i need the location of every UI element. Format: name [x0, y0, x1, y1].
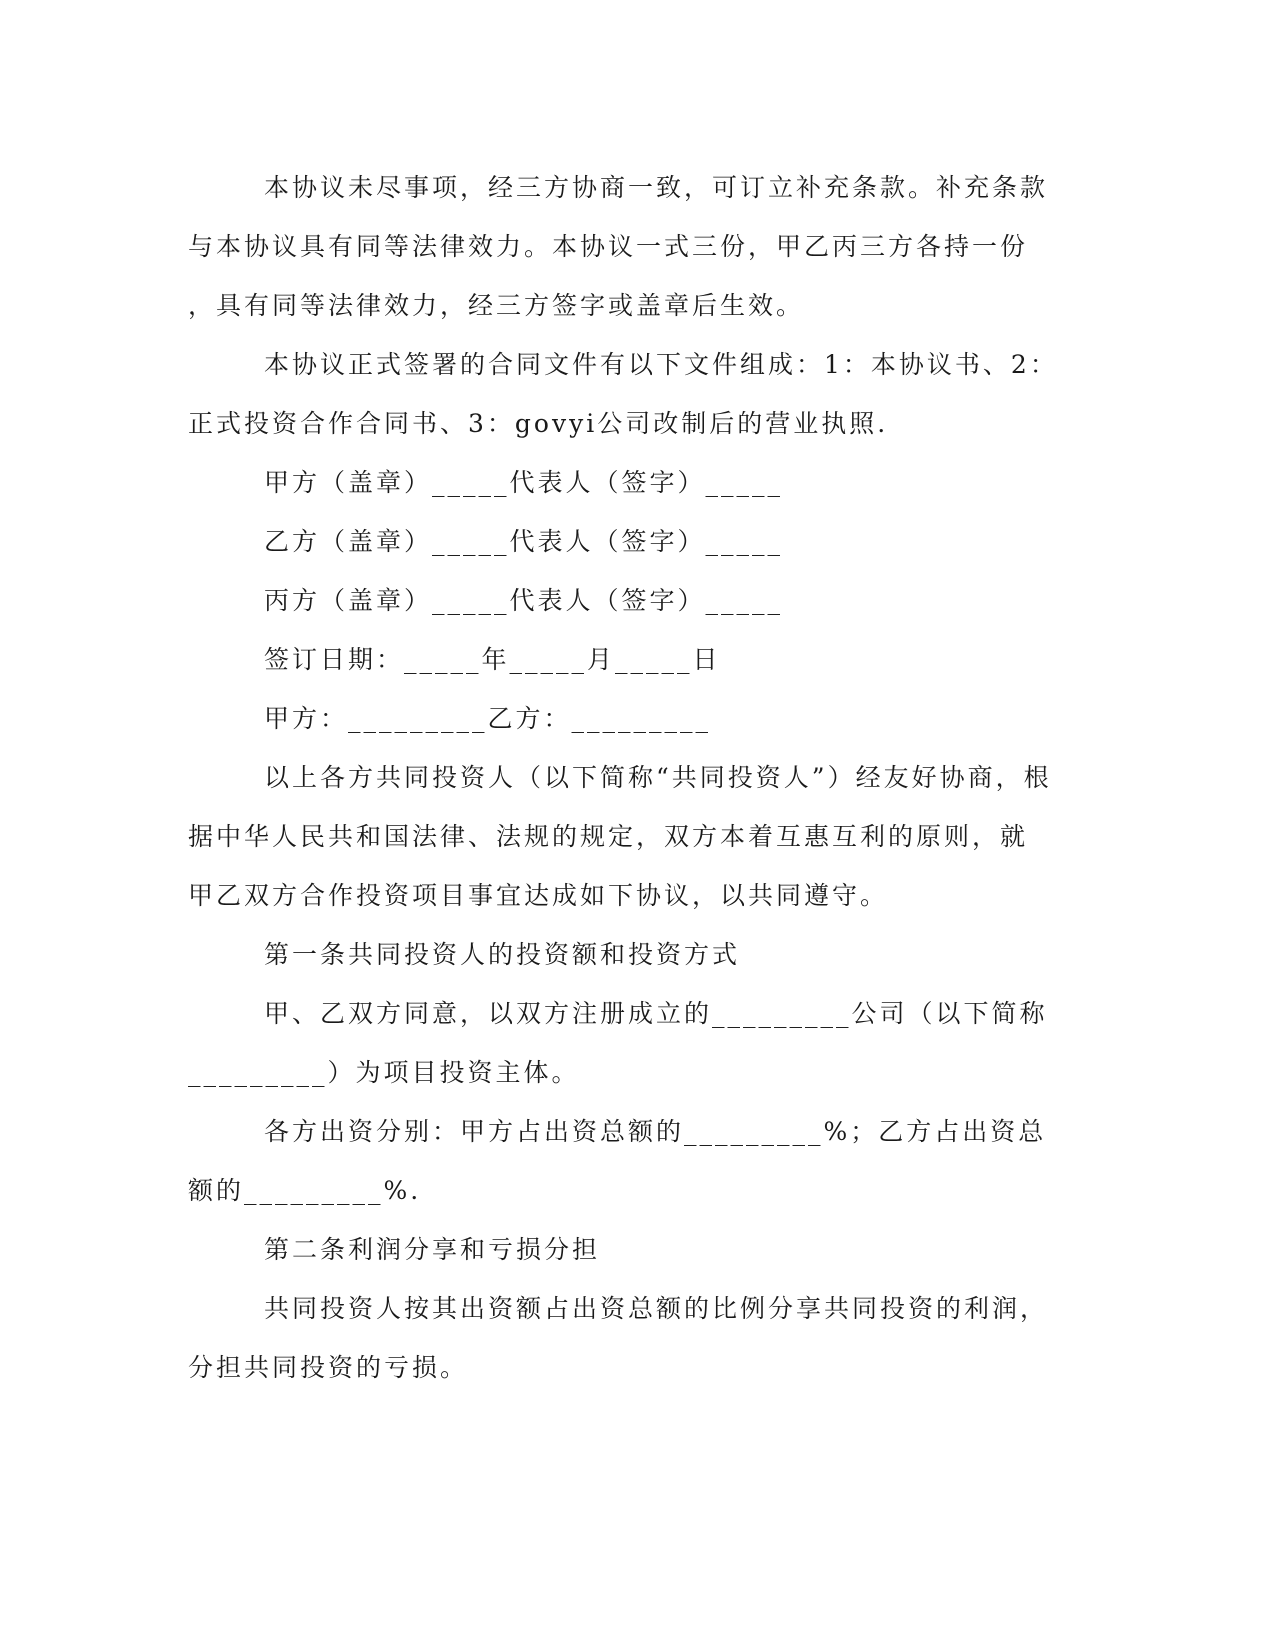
paragraph-contract-documents-line-1: 本协议正式签署的合同文件有以下文件组成：1：本协议书、2： — [264, 350, 1058, 379]
article-2-body-line-1: 共同投资人按其出资额占出资总额的比例分享共同投资的利润， — [264, 1294, 1049, 1323]
paragraph-contract-documents-line-2: 正式投资合作合同书、3：govyi公司改制后的营业执照. — [188, 409, 889, 438]
paragraph-preamble-line-3: 甲乙双方合作投资项目事宜达成如下协议，以共同遵守。 — [188, 881, 889, 910]
parties-line: 甲方：_________乙方：_________ — [264, 704, 712, 733]
article-2-body-line-2: 分担共同投资的亏损。 — [188, 1353, 469, 1382]
paragraph-preamble-line-2: 据中华人民共和国法律、法规的规定，双方本着互惠互利的原则，就 — [188, 822, 1029, 851]
contribution-line-2: 额的_________%. — [188, 1176, 422, 1205]
paragraph-supplementary-terms-line-1: 本协议未尽事项，经三方协商一致，可订立补充条款。补充条款 — [264, 173, 1049, 202]
article-1-heading: 第一条共同投资人的投资额和投资方式 — [264, 940, 741, 969]
signing-date: 签订日期：_____年_____月_____日 — [264, 645, 721, 674]
article-2-heading: 第二条利润分享和亏损分担 — [264, 1235, 601, 1264]
paragraph-supplementary-terms-line-2: 与本协议具有同等法律效力。本协议一式三份，甲乙丙三方各持一份 — [188, 232, 1029, 261]
signature-party-c: 丙方（盖章）_____代表人（签字）_____ — [264, 586, 784, 615]
signature-party-a: 甲方（盖章）_____代表人（签字）_____ — [264, 468, 784, 497]
paragraph-supplementary-terms-line-3: ，具有同等法律效力，经三方签字或盖章后生效。 — [188, 291, 805, 320]
article-1-body-line-1: 甲、乙双方同意，以双方注册成立的_________公司（以下简称 — [264, 999, 1048, 1028]
contribution-line-1: 各方出资分别：甲方占出资总额的_________%；乙方占出资总 — [264, 1117, 1047, 1146]
signature-party-b: 乙方（盖章）_____代表人（签字）_____ — [264, 527, 784, 556]
paragraph-preamble-line-1: 以上各方共同投资人（以下简称“共同投资人”）经友好协商，根 — [264, 763, 1052, 792]
article-1-body-line-2: _________）为项目投资主体。 — [188, 1058, 580, 1087]
